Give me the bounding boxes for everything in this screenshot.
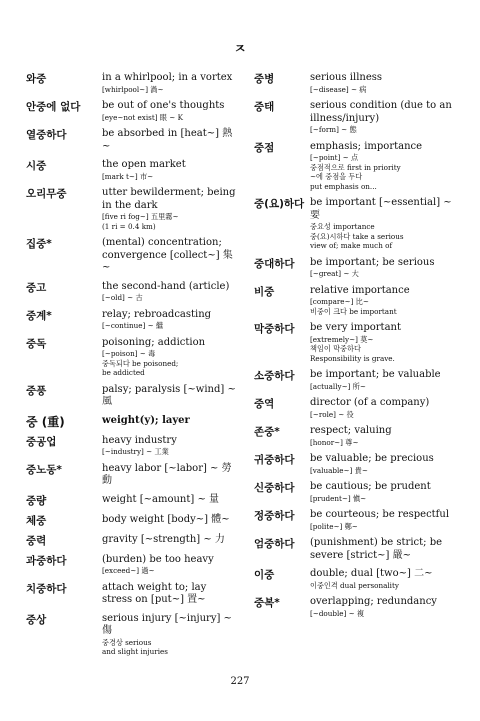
entry-body — [310, 425, 464, 447]
entry-body — [310, 537, 464, 562]
entry-body — [102, 534, 236, 547]
entry-subnote: [mark t~] 市~ — [102, 171, 154, 181]
entry-gloss: be cautious; be prudent — [310, 481, 431, 492]
entry-subnote: and slight injuries — [102, 647, 168, 656]
entry-headword: 중계* — [26, 309, 52, 322]
entry-body — [102, 237, 236, 275]
dictionary-entry — [26, 384, 236, 409]
entry-subnote: be addicted — [102, 368, 145, 377]
entry-body — [310, 568, 464, 590]
entry-headword: 중고 — [26, 281, 47, 294]
entry-headword: 중공업 — [26, 435, 57, 448]
entry-body — [102, 494, 236, 507]
entry-subnote: 책임이 막중하다 — [310, 344, 361, 353]
dictionary-entry — [254, 425, 464, 447]
entry-headword: 중역 — [254, 398, 275, 410]
entry-gloss: be important; be valuable — [310, 369, 441, 380]
entry-headword: 오리무중 — [26, 188, 67, 200]
entry-headword: 체중 — [26, 514, 47, 527]
entry-headword: 중력 — [26, 534, 47, 547]
entry-gloss: serious condition (due to an illness/injury) — [310, 100, 452, 124]
entry-gloss: poisoning; addiction — [102, 336, 206, 348]
entry-body — [102, 463, 236, 488]
entry-headword: 비중 — [254, 285, 275, 298]
dictionary-entry — [26, 534, 236, 548]
dictionary-entry — [254, 537, 464, 562]
dictionary-entry — [254, 369, 464, 391]
dictionary-entry — [254, 453, 464, 475]
entry-subnote: [~disease] ~ 病 — [310, 84, 367, 94]
entry-headword: 와중 — [26, 73, 47, 85]
entry-subnote: [polite~] 鄭~ — [310, 521, 358, 531]
entry-body — [310, 72, 464, 94]
dictionary-entry — [254, 285, 464, 317]
dictionary-entry — [254, 596, 464, 618]
entry-gloss: relative importance — [310, 284, 410, 296]
entry-body — [310, 141, 464, 192]
entry-body — [310, 285, 464, 317]
entry-headword: 안중에 없다 — [26, 101, 81, 113]
dictionary-entry — [26, 337, 236, 378]
entry-headword: 중독 — [26, 337, 47, 350]
dictionary-entry — [254, 568, 464, 590]
entry-gloss: weight(y); layer — [102, 414, 190, 426]
dictionary-entry — [26, 415, 236, 429]
entry-body — [310, 100, 464, 135]
entry-gloss: overlapping; redundancy — [310, 596, 437, 607]
page-header-mark: ㅈ — [233, 42, 247, 57]
dictionary-entry — [254, 322, 464, 363]
dictionary-entry — [26, 100, 236, 122]
entry-subnote: 중경상 serious — [102, 637, 152, 647]
entry-body — [310, 596, 464, 618]
entry-headword: 과중하다 — [26, 554, 67, 567]
entry-gloss: (burden) be too heavy — [102, 553, 214, 565]
entry-subnote: [honor~] 尊~ — [310, 437, 359, 447]
entry-headword: 집중* — [26, 238, 52, 250]
entry-body — [102, 187, 236, 231]
entry-headword: 존중* — [254, 426, 280, 438]
dictionary-entry — [254, 141, 464, 192]
dictionary-entry — [254, 197, 464, 251]
entry-gloss: the open market — [102, 159, 186, 170]
entry-body — [102, 514, 236, 527]
dictionary-entry — [254, 72, 464, 94]
entry-subnote: [~industry] ~ 工業 — [102, 447, 169, 456]
dictionary-entry — [26, 309, 236, 331]
entry-subnote: (1 ri = 0.4 km) — [102, 221, 156, 231]
entry-subnote: 이중인격 dual personality — [310, 580, 399, 590]
entry-gloss: director (of a company) — [310, 397, 430, 408]
entry-body — [102, 582, 236, 607]
entry-headword: 귀중하다 — [254, 454, 295, 466]
entry-gloss: be out of one's thoughts — [102, 100, 225, 111]
entry-headword: 열중하다 — [26, 129, 67, 141]
entry-subnote: 중(요)시하다 take a serious — [310, 231, 404, 241]
left-column — [26, 72, 236, 663]
dictionary-entry — [254, 397, 464, 419]
entry-gloss: (mental) concentration; convergence [collect~] 集~ — [102, 237, 233, 273]
entry-body — [310, 397, 464, 419]
entry-headword: 중상 — [26, 613, 47, 626]
entry-gloss: the second-hand (article) — [102, 280, 230, 292]
entry-subnote: 중요성 importance — [310, 222, 375, 231]
entry-gloss: be absorbed in [heat~] 熱~ — [102, 128, 233, 152]
dictionary-entry — [26, 159, 236, 181]
entry-gloss: in a whirlpool; in a vortex — [102, 72, 233, 83]
entry-subnote: [compare~] 比~ — [310, 297, 369, 306]
entry-body — [310, 257, 464, 279]
dictionary-entry — [26, 494, 236, 508]
entry-body — [310, 453, 464, 475]
entry-headword: 중대하다 — [254, 257, 295, 270]
dictionary-entry — [254, 100, 464, 135]
entry-headword: 소중하다 — [254, 370, 295, 382]
dictionary-entry — [26, 463, 236, 488]
page-number: 227 — [230, 676, 250, 687]
entry-gloss: serious injury [~injury] ~ 傷 — [102, 612, 232, 636]
entry-gloss: be important; be serious — [310, 256, 435, 268]
entry-subnote: [exceed~] 過~ — [102, 566, 155, 575]
entry-headword: 중 (重) — [26, 414, 65, 429]
entry-subnote: [~great] ~ 大 — [310, 269, 359, 278]
entry-body — [102, 309, 236, 331]
right-column — [254, 72, 464, 624]
entry-subnote: put emphasis on... — [310, 181, 377, 191]
entry-gloss: serious illness — [310, 72, 383, 83]
entry-gloss: double; dual [two~] 二~ — [310, 568, 433, 579]
dictionary-entry — [26, 582, 236, 607]
entry-subnote: [five ri fog~] 五里霧~ — [102, 212, 179, 221]
entry-body — [102, 554, 236, 576]
entry-subnote: 중점적으로 first in priority — [310, 162, 401, 172]
entry-gloss: be courteous; be respectful — [310, 509, 450, 520]
entry-body — [310, 197, 464, 251]
entry-headword: 중량 — [26, 494, 47, 507]
entry-headword: 신중하다 — [254, 482, 295, 494]
entry-subnote: [~poison] ~ 毒 — [102, 349, 156, 358]
entry-body — [102, 128, 236, 153]
entry-body — [310, 369, 464, 391]
entry-gloss: be valuable; be precious — [310, 453, 434, 464]
entry-subnote: [~old] ~ 古 — [102, 293, 143, 302]
entry-body — [102, 100, 236, 122]
entry-subnote: [~point] ~ 点 — [310, 153, 359, 162]
entry-gloss: heavy labor [~labor] ~ 勞動 — [102, 462, 232, 486]
entry-headword: 중풍 — [26, 384, 47, 397]
entry-subnote: ~에 중점을 두다 — [310, 172, 363, 181]
dictionary-entry — [254, 481, 464, 503]
entry-headword: 중태 — [254, 101, 275, 113]
entry-subnote: 중독되다 be poisoned; — [102, 358, 179, 368]
entry-subnote: [~double] ~ 複 — [310, 608, 365, 618]
entry-headword: 중병 — [254, 73, 275, 85]
entry-subnote: [~role] ~ 役 — [310, 409, 354, 419]
entry-gloss: relay; rebroadcasting — [102, 308, 212, 320]
entry-subnote: view of; make much of — [310, 241, 393, 250]
dictionary-entry — [254, 257, 464, 279]
entry-body — [310, 322, 464, 363]
dictionary-entry — [254, 509, 464, 531]
entry-gloss: utter bewilderment; being in the dark — [102, 187, 236, 211]
entry-gloss: body weight [body~] 體~ — [102, 513, 230, 525]
entry-gloss: respect; valuing — [310, 425, 392, 436]
entry-subnote: 비중이 크다 be important — [310, 306, 397, 316]
entry-gloss: be important [~essential] ~ 要 — [310, 197, 452, 221]
entry-subnote: [valuable~] 貴~ — [310, 465, 368, 475]
entry-subnote: [~continue] ~ 繼 — [102, 321, 164, 330]
dictionary-entry — [26, 613, 236, 657]
entry-subnote: [extremely~] 莫~ — [310, 334, 374, 344]
entry-body — [102, 435, 236, 457]
entry-headword: 이중 — [254, 569, 275, 581]
entry-headword: 중복* — [254, 597, 280, 609]
dictionary-entry — [26, 72, 236, 94]
dictionary-entry — [26, 237, 236, 275]
entry-headword: 시중 — [26, 160, 47, 172]
entry-body — [310, 509, 464, 531]
dictionary-entry — [26, 281, 236, 303]
entry-gloss: weight [~amount] ~ 量 — [102, 493, 219, 505]
entry-gloss: (punishment) be strict; be severe [strict~] 嚴~ — [310, 537, 443, 561]
entry-body — [102, 72, 236, 94]
entry-subnote: [actually~] 所~ — [310, 381, 366, 391]
entry-headword: 치중하다 — [26, 582, 67, 595]
entry-body — [102, 613, 236, 657]
entry-headword: 중노동* — [26, 463, 62, 476]
entry-subnote: [~form] ~ 態 — [310, 125, 357, 134]
entry-gloss: heavy industry — [102, 434, 177, 446]
entry-body — [102, 415, 236, 428]
entry-body — [102, 281, 236, 303]
entry-gloss: emphasis; importance — [310, 140, 423, 152]
entry-gloss: be very important — [310, 322, 401, 333]
entry-headword: 막중하다 — [254, 323, 295, 335]
entry-headword: 엄중하다 — [254, 538, 295, 550]
entry-headword: 정중하다 — [254, 510, 295, 522]
entry-body — [310, 481, 464, 503]
entry-body — [102, 384, 236, 409]
entry-body — [102, 337, 236, 378]
entry-headword: 중점 — [254, 141, 275, 154]
entry-subnote: Responsibility is grave. — [310, 353, 395, 363]
entry-body — [102, 159, 236, 181]
dictionary-entry — [26, 128, 236, 153]
entry-gloss: palsy; paralysis [~wind] ~風 — [102, 383, 236, 407]
dictionary-entry — [26, 514, 236, 528]
entry-subnote: [whirlpool~] 渦~ — [102, 84, 164, 94]
entry-gloss: gravity [~strength] ~ 力 — [102, 533, 225, 545]
dictionary-entry — [26, 187, 236, 231]
dictionary-entry — [26, 554, 236, 576]
entry-subnote: [eye~not exist] 眼 ~ K — [102, 112, 183, 122]
entry-headword: 중(요)하다 — [254, 198, 305, 210]
entry-gloss: attach weight to; lay stress on [put~] 置~ — [102, 581, 207, 605]
dictionary-entry — [26, 435, 236, 457]
entry-subnote: [prudent~] 愼~ — [310, 493, 367, 503]
